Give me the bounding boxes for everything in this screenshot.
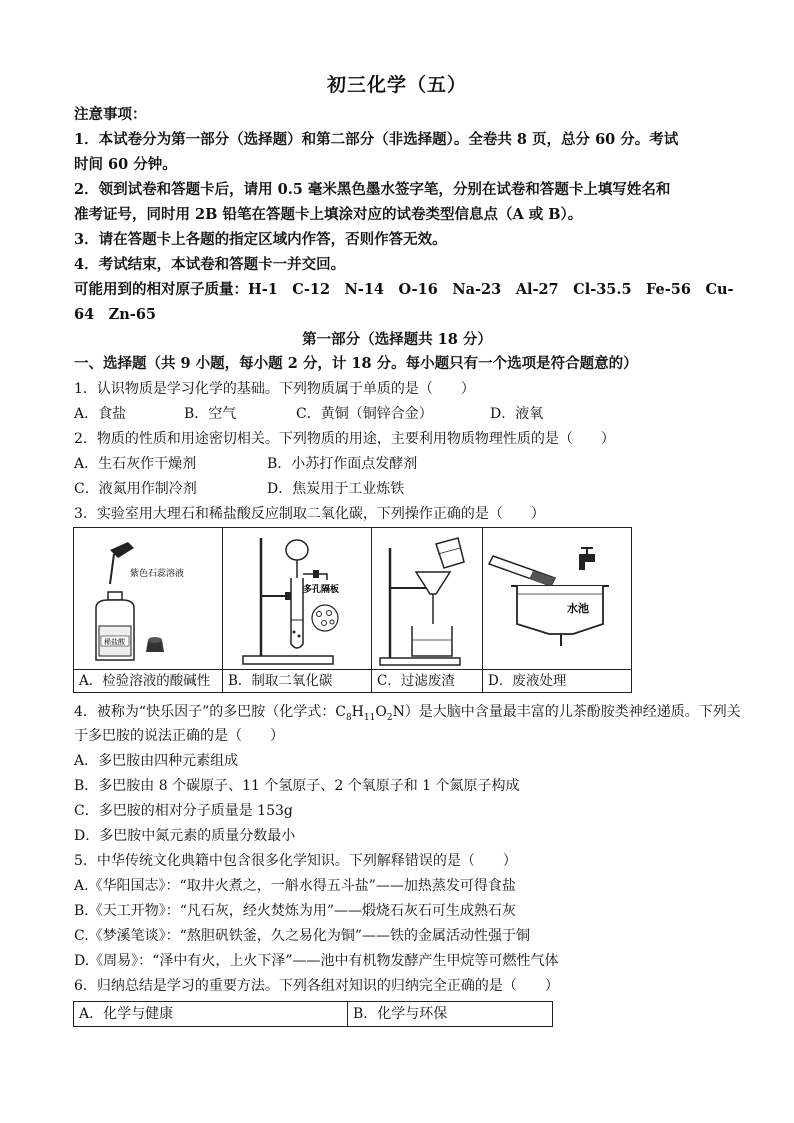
q1-option-d: D．液氧: [490, 406, 544, 422]
perforated-plate-label: 多孔隔板: [303, 585, 340, 595]
q1-option-a: A．食盐: [74, 406, 127, 422]
q4-option-b: B．多巴胺由 8 个碳原子、11 个氢原子、2 个氧原子和 1 个氮原子构成: [74, 778, 520, 794]
q4-stem: 4．被称为“快乐因子”的多巴胺（化学式：$C_8H_{11}O_2N$）是大脑中含量最丰富的儿茶酚胺类神经递质。下列关: [74, 704, 741, 723]
part1-heading: 第一部分（选择题共 18 分）: [302, 331, 492, 348]
dropper-tube-icon: [110, 554, 114, 584]
q3-figure-b-drawing: [223, 528, 371, 669]
co2-generator-illustration: [223, 528, 363, 669]
funnel-bulb-icon: [286, 540, 308, 560]
page-title: 初三化学（五）: [326, 74, 467, 96]
notice-item-2-cont: 准考证号，同时用 2B 铅笔在答题卡上填涂对应的试卷类型信息点（A 或 B）。: [74, 206, 583, 223]
q3-figure-c: [372, 528, 483, 693]
sink-label: 水池: [567, 602, 589, 615]
q6-cell-b: B．化学与环保: [348, 1002, 553, 1027]
q2-option-a: A．生石灰作干燥剂: [74, 456, 197, 472]
perforated-plate-icon: [312, 605, 338, 631]
q3-figure-table: [73, 527, 632, 693]
q2-option-d: D．焦炭用于工业炼铁: [267, 481, 405, 497]
sink-icon: [517, 586, 603, 634]
atomic-mass-line: 可能用到的相对原子质量：H-1 C-12 N-14 O-16 Na-23 Al-27 Cl-35.5 Fe-56 Cu-: [74, 281, 734, 298]
litmus-label: 紫色石蕊溶液: [130, 569, 185, 579]
test-tube-icon: [291, 578, 303, 648]
q3-figure-c-drawing: [372, 528, 482, 669]
waste-disposal-illustration: [483, 528, 629, 669]
q3-caption-b: B．制取二氧化碳: [223, 669, 371, 692]
bottle-neck-icon: [108, 592, 122, 600]
q3-caption-d: D．废液处理: [483, 669, 631, 692]
q2-stem: 2．物质的性质和用途密切相关。下列物质的用途，主要利用物质物理性质的是（ ）: [74, 431, 615, 447]
stand-base-icon: [243, 656, 333, 664]
q3-figure-a-drawing: [74, 528, 222, 669]
q3-figure-d: [483, 528, 632, 693]
q1-option-b: B．空气: [184, 406, 237, 422]
q3-caption-c: C．过滤废渣: [372, 669, 482, 692]
notice-item-1: 1．本试卷分为第一部分（选择题）和第二部分（非选择题）。全卷共 8 页，总分 60 分。考试: [74, 131, 679, 148]
bottle-label-text: 稀盐酸: [104, 638, 125, 646]
filtration-illustration: [372, 528, 482, 669]
filter-funnel-icon: [416, 572, 450, 594]
q6-table: [73, 1001, 553, 1027]
q5-option-b: B.《天工开物》：“凡石灰，经火焚炼为用”——煅烧石灰石可生成熟石灰: [74, 903, 517, 919]
atomic-mass-line-cont: 64 Zn-65: [74, 306, 157, 323]
q1-stem: 1．认识物质是学习化学的基础。下列物质属于单质的是（ ）: [74, 381, 475, 397]
q4-stem-cont: 于多巴胺的说法正确的是（ ）: [74, 728, 284, 744]
q2-option-b: B．小苏打作面点发酵剂: [267, 456, 418, 472]
q5-stem: 5．中华传统文化典籍中包含很多化学知识。下列解释错误的是（ ）: [74, 853, 517, 869]
q4-option-a: A．多巴胺由四种元素组成: [74, 753, 239, 769]
q5-option-d: D.《周易》：“泽中有火，上火下泽”——池中有机物发酵产生甲烷等可燃性气体: [74, 953, 559, 969]
q1-option-c: C．黄铜（铜锌合金）: [296, 406, 433, 422]
notice-heading: 注意事项：: [74, 106, 147, 123]
notice-item-3: 3．请在答题卡上各题的指定区域内作答，否则作答无效。: [74, 231, 447, 248]
q3-figure-a: [74, 528, 223, 693]
notice-item-4: 4．考试结束，本试卷和答题卡一并交回。: [74, 256, 346, 273]
q3-figure-b: [223, 528, 372, 693]
q2-option-c: C．液氮用作制冷剂: [74, 481, 197, 497]
q4-option-d: D．多巴胺中氮元素的质量分数最小: [74, 828, 296, 844]
litmus-test-illustration: [74, 528, 222, 669]
q4-option-c: C．多巴胺的相对分子质量是 153g: [74, 803, 293, 819]
faucet-icon: [579, 554, 595, 570]
q3-figure-d-drawing: [483, 528, 631, 669]
q5-option-a: A.《华阳国志》：“取井火煮之，一斛水得五斗盐”——加热蒸发可得食盐: [74, 878, 516, 894]
q6-cell-a: A．化学与健康: [74, 1002, 348, 1027]
receiving-beaker-icon: [412, 626, 452, 656]
q5-option-c: C.《梦溪笔谈》：“熬胆矾铁釜，久之易化为铜”——铁的金属活动性强于铜: [74, 928, 530, 944]
section-heading: 一、选择题（共 9 小题，每小题 2 分，计 18 分。每小题只有一个选项是符合题意的）: [74, 355, 638, 372]
q6-stem: 6．归纳总结是学习的重要方法。下列各组对知识的归纳完全正确的是（ ）: [74, 978, 559, 994]
notice-item-1-cont: 时间 60 分钟。: [74, 156, 177, 173]
filter-stand-base-icon: [380, 658, 460, 665]
q3-caption-a: A．检验溶液的酸碱性: [74, 669, 222, 692]
q3-stem: 3．实验室用大理石和稀盐酸反应制取二氧化碳，下列操作正确的是（ ）: [74, 506, 545, 522]
notice-item-2: 2．领到试卷和答题卡后，请用 0.5 毫米黑色墨水签字笔，分别在试卷和答题卡上填写姓名和: [74, 181, 671, 198]
